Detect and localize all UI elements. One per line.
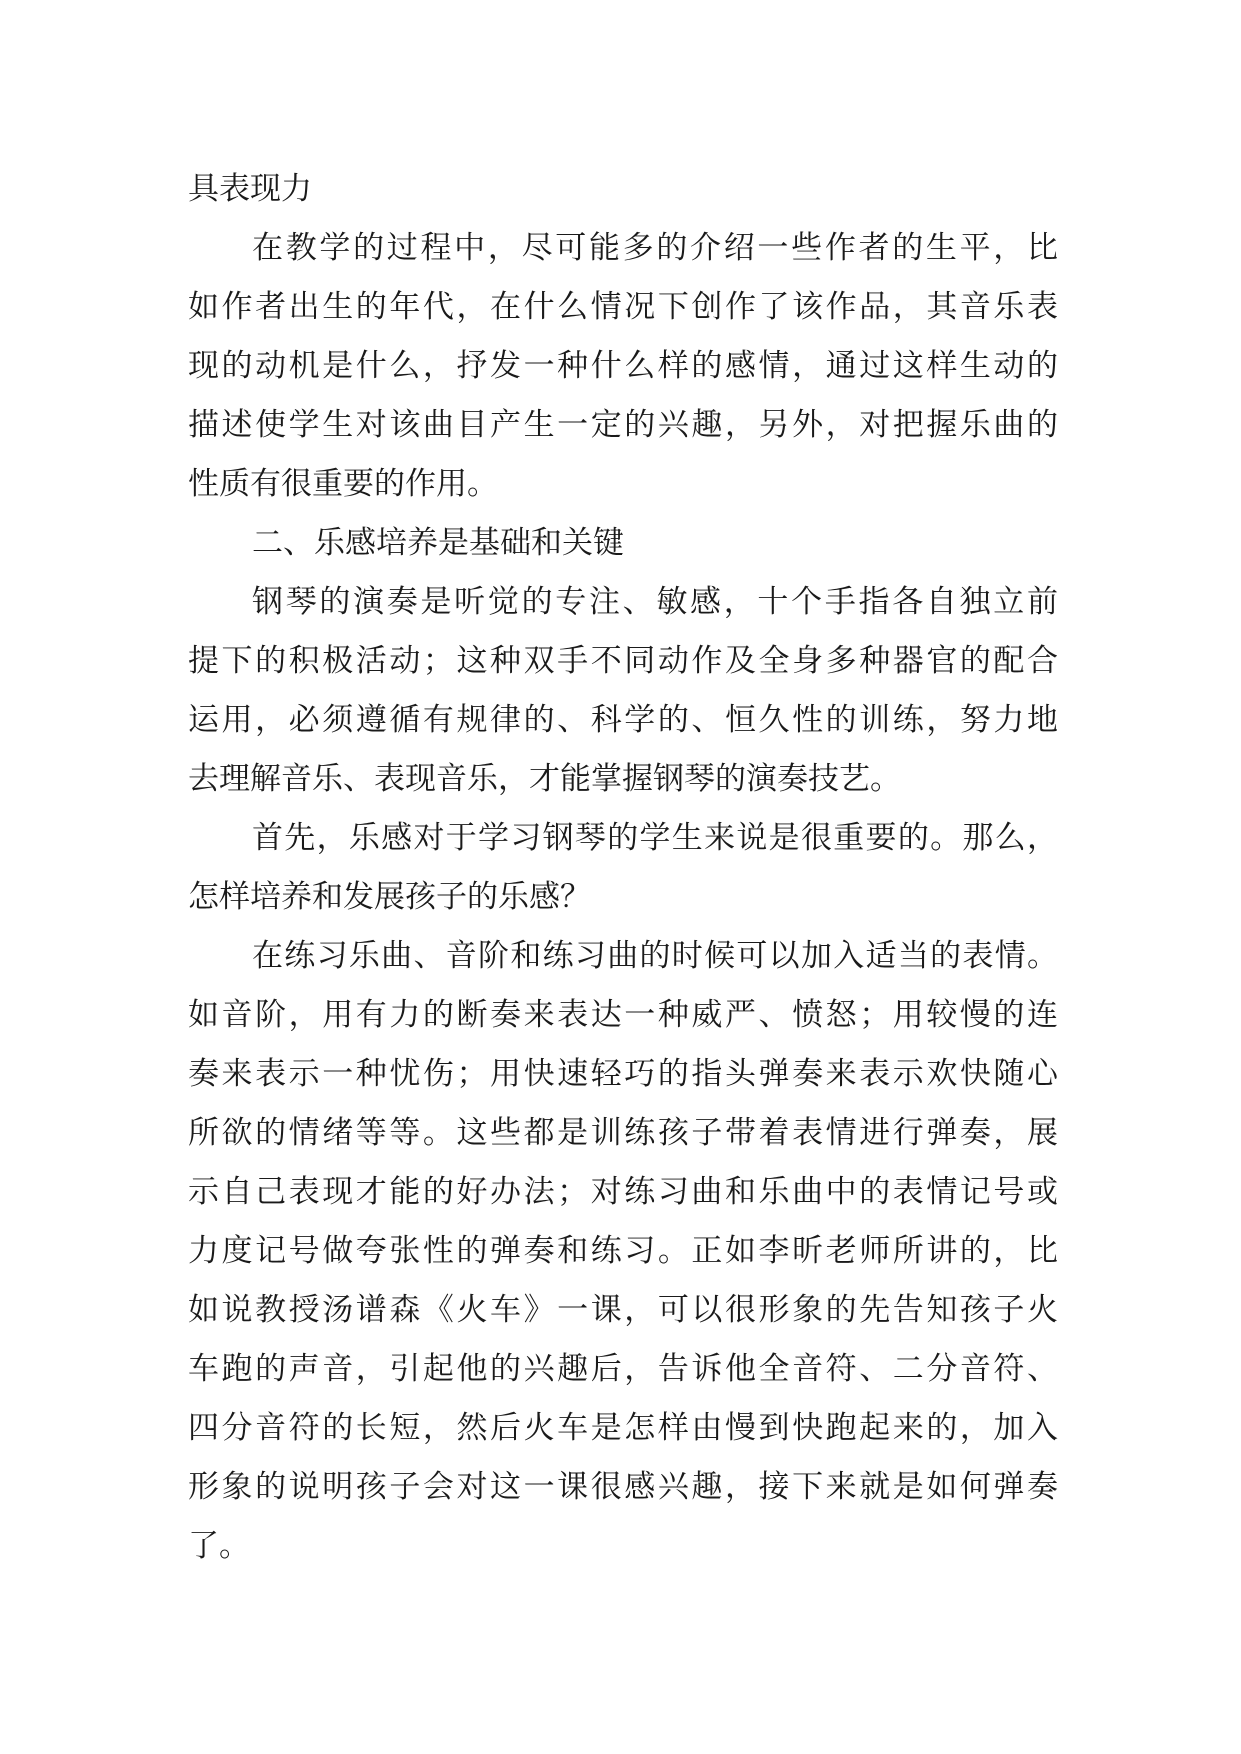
paragraph-first-line: 钢琴的演奏是听觉的专注、敏感，十个手指各自独立前 — [252, 584, 1058, 620]
text-line: 了。 — [188, 1528, 250, 1564]
paragraph-first-line: 在教学的过程中，尽可能多的介绍一些作者的生平，比 — [252, 230, 1058, 266]
text-line: 描述使学生对该曲目产生一定的兴趣，另外，对把握乐曲的 — [188, 407, 1058, 443]
text-line: 力度记号做夸张性的弹奏和练习。正如李昕老师所讲的，比 — [188, 1233, 1058, 1269]
text-line: 运用，必须遵循有规律的、科学的、恒久性的训练，努力地 — [188, 702, 1058, 738]
text-line: 奏来表示一种忧伤；用快速轻巧的指头弹奏来表示欢快随心 — [188, 1056, 1058, 1092]
paragraph-first-line: 在练习乐曲、音阶和练习曲的时候可以加入适当的表情。 — [252, 938, 1058, 974]
text-line: 如音阶，用有力的断奏来表达一种威严、愤怒；用较慢的连 — [188, 997, 1058, 1033]
text-line: 性质有很重要的作用。 — [188, 466, 498, 502]
text-line: 形象的说明孩子会对这一课很感兴趣，接下来就是如何弹奏 — [188, 1469, 1058, 1505]
text-line: 提下的积极活动；这种双手不同动作及全身多种器官的配合 — [188, 643, 1058, 679]
section-heading: 二、乐感培养是基础和关键 — [252, 525, 624, 561]
text-line: 如说教授汤谱森《火车》一课，可以很形象的先告知孩子火 — [188, 1292, 1058, 1328]
text-line: 四分音符的长短，然后火车是怎样由慢到快跑起来的，加入 — [188, 1410, 1058, 1446]
text-line: 现的动机是什么，抒发一种什么样的感情，通过这样生动的 — [188, 348, 1058, 384]
text-line: 去理解音乐、表现音乐，才能掌握钢琴的演奏技艺。 — [188, 761, 901, 797]
text-line: 所欲的情绪等等。这些都是训练孩子带着表情进行弹奏，展 — [188, 1115, 1058, 1151]
text-line: 示自己表现才能的好办法；对练习曲和乐曲中的表情记号或 — [188, 1174, 1058, 1210]
text-line: 车跑的声音，引起他的兴趣后，告诉他全音符、二分音符、 — [188, 1351, 1058, 1387]
text-line: 具表现力 — [188, 171, 312, 207]
text-line: 如作者出生的年代，在什么情况下创作了该作品，其音乐表 — [188, 289, 1058, 325]
body-text — [188, 160, 1058, 1576]
paragraph-first-line: 首先，乐感对于学习钢琴的学生来说是很重要的。那么， — [252, 820, 1058, 856]
text-line: 怎样培养和发展孩子的乐感？ — [188, 879, 591, 915]
